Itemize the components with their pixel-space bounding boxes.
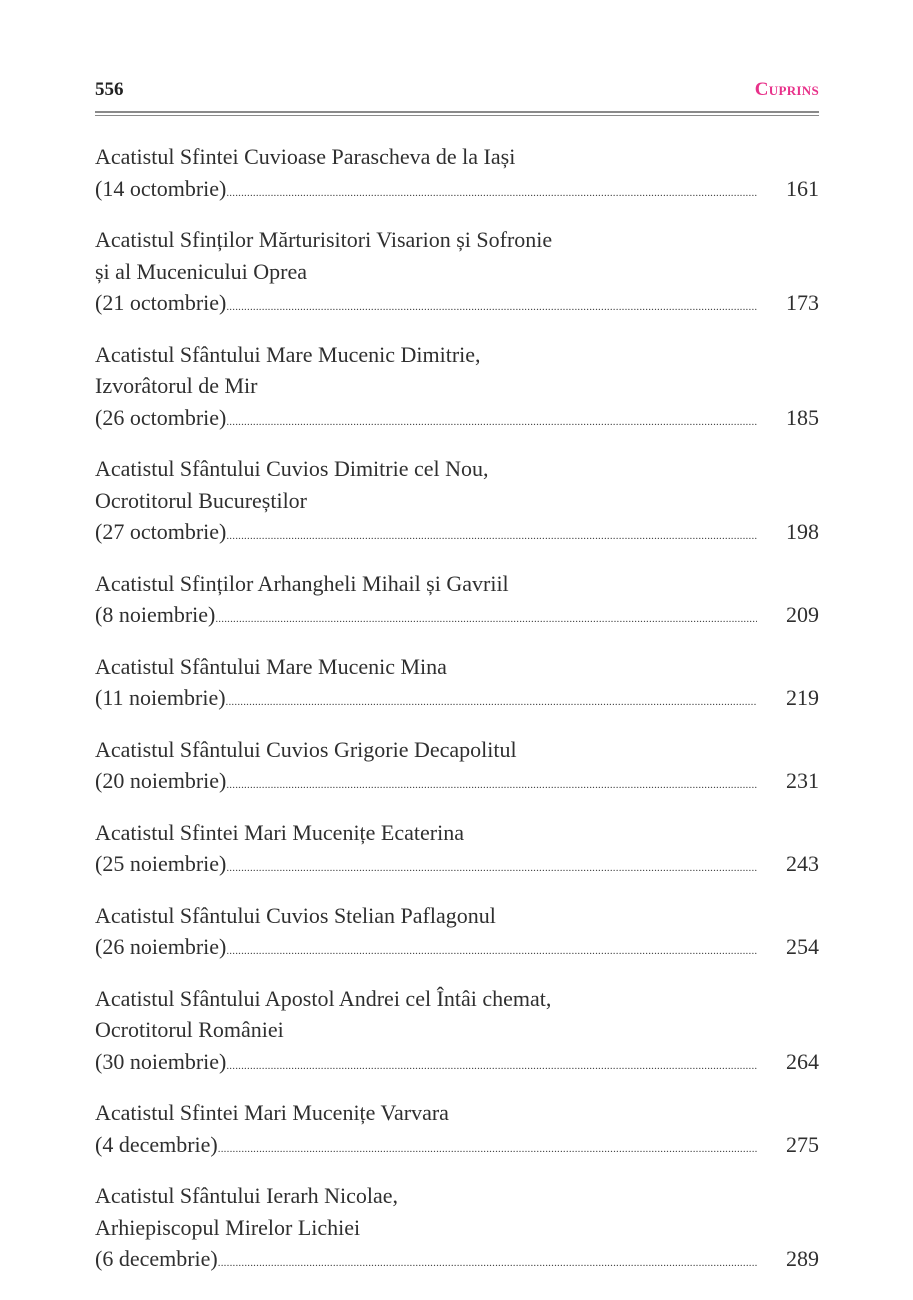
dot-leader <box>226 1051 757 1083</box>
toc-entry-title-line: Acatistul Sfintei Cuvioase Parascheva de la Iași <box>95 144 516 169</box>
toc-entry-title-line: Ocrotitorul României <box>95 1017 284 1042</box>
toc-entry[interactable] <box>95 339 819 439</box>
toc-entry-page-number[interactable]: 161 <box>786 175 819 201</box>
toc-entry-date: (4 decembrie) <box>95 1131 218 1157</box>
toc-entry[interactable] <box>95 453 819 553</box>
toc-entry-page-number[interactable]: 219 <box>786 685 819 710</box>
running-header <box>95 79 819 103</box>
dot-leader <box>226 770 757 802</box>
dot-leader <box>226 521 757 553</box>
toc-entry-date: (8 noiembrie) <box>95 602 216 627</box>
toc-entry-title-line: Acatistul Sfinților Mărturisitori Visarion și Sofronie <box>95 227 553 252</box>
toc-entry[interactable] <box>95 141 819 209</box>
toc-entry-date: (21 octombrie) <box>95 290 227 315</box>
toc-entry-date: (14 octombrie) <box>95 175 227 201</box>
toc-entry[interactable] <box>95 651 819 719</box>
dot-leader <box>226 178 757 210</box>
page-number: 556 <box>95 79 124 100</box>
toc-entry-date-line <box>95 599 819 636</box>
toc-entry-page-number[interactable]: 275 <box>786 1131 819 1157</box>
toc-entry-date: (25 noiembrie) <box>95 851 227 876</box>
toc-entry-title-line: și al Mucenicului Oprea <box>95 258 307 284</box>
dot-leader <box>226 936 757 968</box>
toc-entry-date-line <box>95 1129 819 1166</box>
toc-entry-date: (26 octombrie) <box>95 404 227 430</box>
toc-entry-date-line <box>95 848 819 885</box>
dot-leader <box>226 407 757 439</box>
toc-entry-title-line: Acatistul Sfântului Mare Mucenic Mina <box>95 653 447 679</box>
header-rule <box>95 111 819 116</box>
dot-leader <box>218 1248 757 1280</box>
toc-entry-date-line <box>95 1046 819 1083</box>
table-of-contents <box>95 141 819 1295</box>
toc-entry-page-number[interactable]: 231 <box>786 768 819 793</box>
dot-leader <box>226 687 757 719</box>
toc-entry-date: (11 noiembrie) <box>95 685 226 710</box>
toc-entry-page-number[interactable]: 254 <box>786 934 819 959</box>
toc-entry[interactable] <box>95 734 819 802</box>
toc-entry-title-line: Acatistul Sfântului Cuvios Dimitrie cel Nou, <box>95 456 489 481</box>
toc-entry-page-number[interactable]: 289 <box>786 1246 819 1271</box>
toc-entry-date-line <box>95 682 819 719</box>
toc-entry[interactable] <box>95 817 819 885</box>
toc-entry[interactable] <box>95 1180 819 1280</box>
toc-entry-date-line <box>95 765 819 802</box>
toc-entry-title-line: Acatistul Sfântului Cuvios Stelian Paflagonul <box>95 902 496 928</box>
toc-entry-date: (30 noiembrie) <box>95 1048 227 1074</box>
toc-entry-title-line: Izvorâtorul de Mir <box>95 373 258 398</box>
toc-entry-date-line <box>95 287 819 324</box>
toc-entry-title-line: Acatistul Sfinților Arhangheli Mihail și Gavriil <box>95 570 509 596</box>
toc-entry-title-line: Acatistul Sfintei Mari Mucenițe Ecaterina <box>95 819 464 845</box>
toc-entry[interactable] <box>95 900 819 968</box>
toc-entry-date: (27 octombrie) <box>95 519 227 544</box>
dot-leader <box>218 1134 757 1166</box>
toc-entry-date-line <box>95 931 819 968</box>
toc-entry[interactable] <box>95 983 819 1083</box>
toc-entry-date: (26 noiembrie) <box>95 934 227 959</box>
dot-leader <box>226 853 757 885</box>
dot-leader <box>226 292 757 324</box>
section-title: Cuprins <box>754 79 819 100</box>
toc-entry-date-line <box>95 402 819 439</box>
toc-entry-title-line: Acatistul Sfântului Ierarh Nicolae, <box>95 1183 399 1208</box>
toc-entry-date: (20 noiembrie) <box>95 768 227 793</box>
toc-entry[interactable] <box>95 1097 819 1165</box>
toc-entry-page-number[interactable]: 173 <box>786 290 819 315</box>
toc-entry-title-line: Acatistul Sfintei Mari Mucenițe Varvara <box>95 1100 449 1125</box>
toc-entry-title-line: Acatistul Sfântului Mare Mucenic Dimitrie, <box>95 341 481 367</box>
toc-entry-date-line <box>95 1243 819 1280</box>
toc-entry-page-number[interactable]: 198 <box>786 519 819 544</box>
toc-entry-date-line <box>95 516 819 553</box>
toc-entry[interactable] <box>95 568 819 636</box>
toc-entry-page-number[interactable]: 264 <box>786 1048 819 1074</box>
toc-entry-date-line <box>95 173 819 210</box>
toc-entry-title-line: Arhiepiscopul Mirelor Lichiei <box>95 1214 361 1240</box>
toc-entry-title-line: Acatistul Sfântului Apostol Andrei cel Întâi chemat, <box>95 985 552 1011</box>
toc-entry-page-number[interactable]: 185 <box>786 404 819 430</box>
toc-entry[interactable] <box>95 224 819 324</box>
dot-leader <box>215 604 757 636</box>
toc-entry-page-number[interactable]: 209 <box>786 602 819 627</box>
toc-entry-page-number[interactable]: 243 <box>786 851 819 876</box>
toc-entry-title-line: Ocrotitorul Bucureștilor <box>95 487 308 513</box>
toc-entry-date: (6 decembrie) <box>95 1246 218 1271</box>
toc-entry-title-line: Acatistul Sfântului Cuvios Grigorie Decapolitul <box>95 736 517 762</box>
